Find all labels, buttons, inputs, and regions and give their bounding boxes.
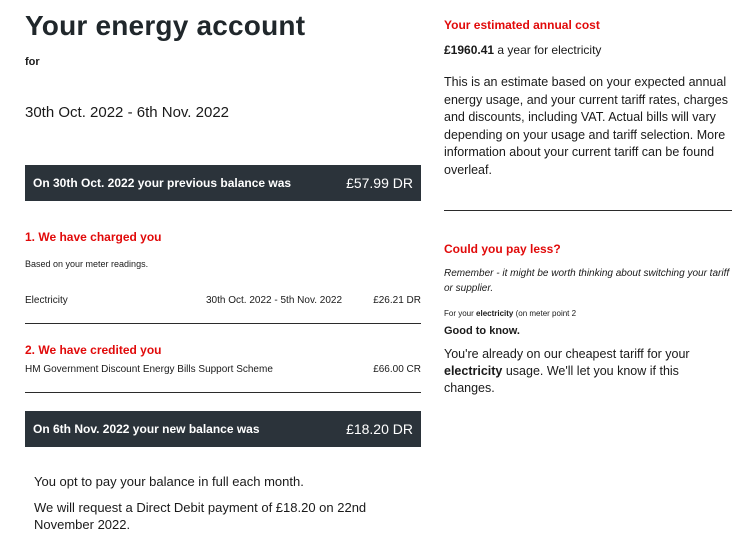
charge-label: Electricity (25, 295, 68, 306)
annual-cost-suffix: a year for electricity (494, 43, 602, 57)
page-title: Your energy account (25, 10, 306, 41)
previous-balance-text: On 30th Oct. 2022 your previous balance was (33, 176, 292, 190)
cheapest-tariff-notice (444, 346, 732, 397)
meter-note-fuel: electricity (476, 309, 514, 318)
tariff-notice-prefix: You're already on our cheapest tariff for your (444, 347, 690, 361)
meter-note-suffix: (on meter point 2 (513, 309, 577, 318)
payment-preference: You opt to pay your balance in full each month. (34, 474, 304, 489)
meter-note-prefix: For your (444, 309, 477, 318)
charged-heading: 1. We have charged you (25, 230, 162, 244)
new-balance-text: On 6th Nov. 2022 your new balance was (33, 422, 260, 436)
divider (444, 210, 732, 211)
pay-less-heading: Could you pay less? (444, 242, 561, 256)
tariff-notice-suffix: usage. We'll let you know if this changes. (444, 364, 679, 395)
divider (25, 392, 421, 393)
charged-note: Based on your meter readings. (25, 259, 149, 269)
for-label: for (25, 56, 40, 68)
divider (25, 323, 421, 324)
new-balance-bar (25, 411, 421, 447)
charge-amount: £26.21 DR (373, 295, 421, 306)
direct-debit-notice: We will request a Direct Debit payment of £18.20 on 22nd November 2022. (34, 500, 367, 532)
estimate-explanation: This is an estimate based on your expected annual energy usage, and your current tariff rates, charges and discounts, including VAT. Actual bills will vary depending on your usage and tariff selection. More information about your current tariff can be found overleaf. (444, 75, 728, 177)
charge-dates: 30th Oct. 2022 - 5th Nov. 2022 (206, 295, 343, 306)
switching-reminder: Remember - it might be worth thinking about switching your tariff or supplier. (444, 268, 730, 294)
annual-cost-line (444, 43, 601, 57)
billing-period: 30th Oct. 2022 - 6th Nov. 2022 (25, 104, 230, 121)
annual-cost-amount: £1960.41 (444, 43, 495, 57)
credit-amount: £66.00 CR (373, 364, 421, 375)
meter-point-note (444, 309, 576, 318)
previous-balance-amount: £57.99 DR (346, 175, 413, 191)
credit-label: HM Government Discount Energy Bills Support Scheme (25, 364, 273, 375)
good-to-know-heading: Good to know. (444, 325, 520, 337)
new-balance-amount: £18.20 DR (346, 421, 413, 437)
annual-cost-heading: Your estimated annual cost (444, 18, 600, 32)
previous-balance-bar (25, 165, 421, 201)
credited-heading: 2. We have credited you (25, 343, 162, 357)
tariff-notice-fuel: electricity (444, 364, 503, 378)
